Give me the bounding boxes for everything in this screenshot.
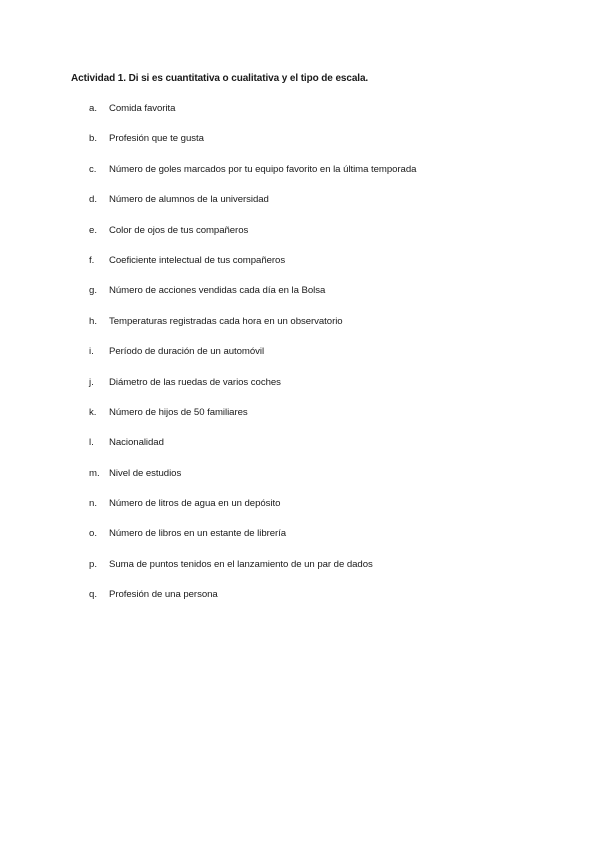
item-text: Número de hijos de 50 familiares: [109, 406, 248, 418]
item-letter: p.: [89, 558, 98, 570]
item-text: Profesión de una persona: [109, 589, 218, 601]
item-text: Número de libros en un estante de librería: [109, 528, 287, 540]
activity-heading: Actividad 1. Di si es cuantitativa o cualitativa y el tipo de escala.: [71, 73, 369, 84]
item-letter: l.: [89, 437, 94, 449]
item-text: Número de acciones vendidas cada día en la Bolsa: [109, 285, 326, 297]
item-letter: h.: [89, 315, 98, 327]
item-letter: j.: [89, 376, 94, 388]
item-letter: m.: [89, 467, 100, 479]
item-letter: n.: [89, 498, 98, 510]
item-letter: e.: [89, 224, 98, 236]
item-text: Coeficiente intelectual de tus compañeros: [109, 254, 286, 266]
item-text: Diámetro de las ruedas de varios coches: [109, 376, 281, 388]
item-letter: f.: [89, 254, 95, 266]
item-letter: k.: [89, 406, 97, 418]
item-text: Nacionalidad: [109, 437, 164, 449]
item-letter: d.: [89, 194, 98, 206]
item-text: Nivel de estudios: [109, 467, 182, 479]
item-text: Período de duración de un automóvil: [109, 346, 265, 358]
item-text: Número de litros de agua en un depósito: [109, 498, 281, 510]
item-letter: a.: [89, 103, 98, 114]
item-letter: g.: [89, 285, 98, 297]
item-text: Número de alumnos de la universidad: [109, 194, 269, 206]
item-text: Temperaturas registradas cada hora en un observatorio: [109, 315, 343, 327]
item-letter: q.: [89, 589, 98, 601]
item-letter: o.: [89, 528, 98, 540]
item-text: Número de goles marcados por tu equipo favorito en la última temporada: [109, 163, 417, 175]
item-letter: b.: [89, 133, 98, 145]
item-letter: i.: [89, 346, 94, 358]
item-text: Suma de puntos tenidos en el lanzamiento de un par de dados: [109, 558, 373, 570]
item-letter: c.: [89, 163, 97, 175]
item-text: Comida favorita: [109, 103, 176, 114]
item-text: Profesión que te gusta: [109, 133, 204, 145]
item-text: Color de ojos de tus compañeros: [109, 224, 249, 236]
